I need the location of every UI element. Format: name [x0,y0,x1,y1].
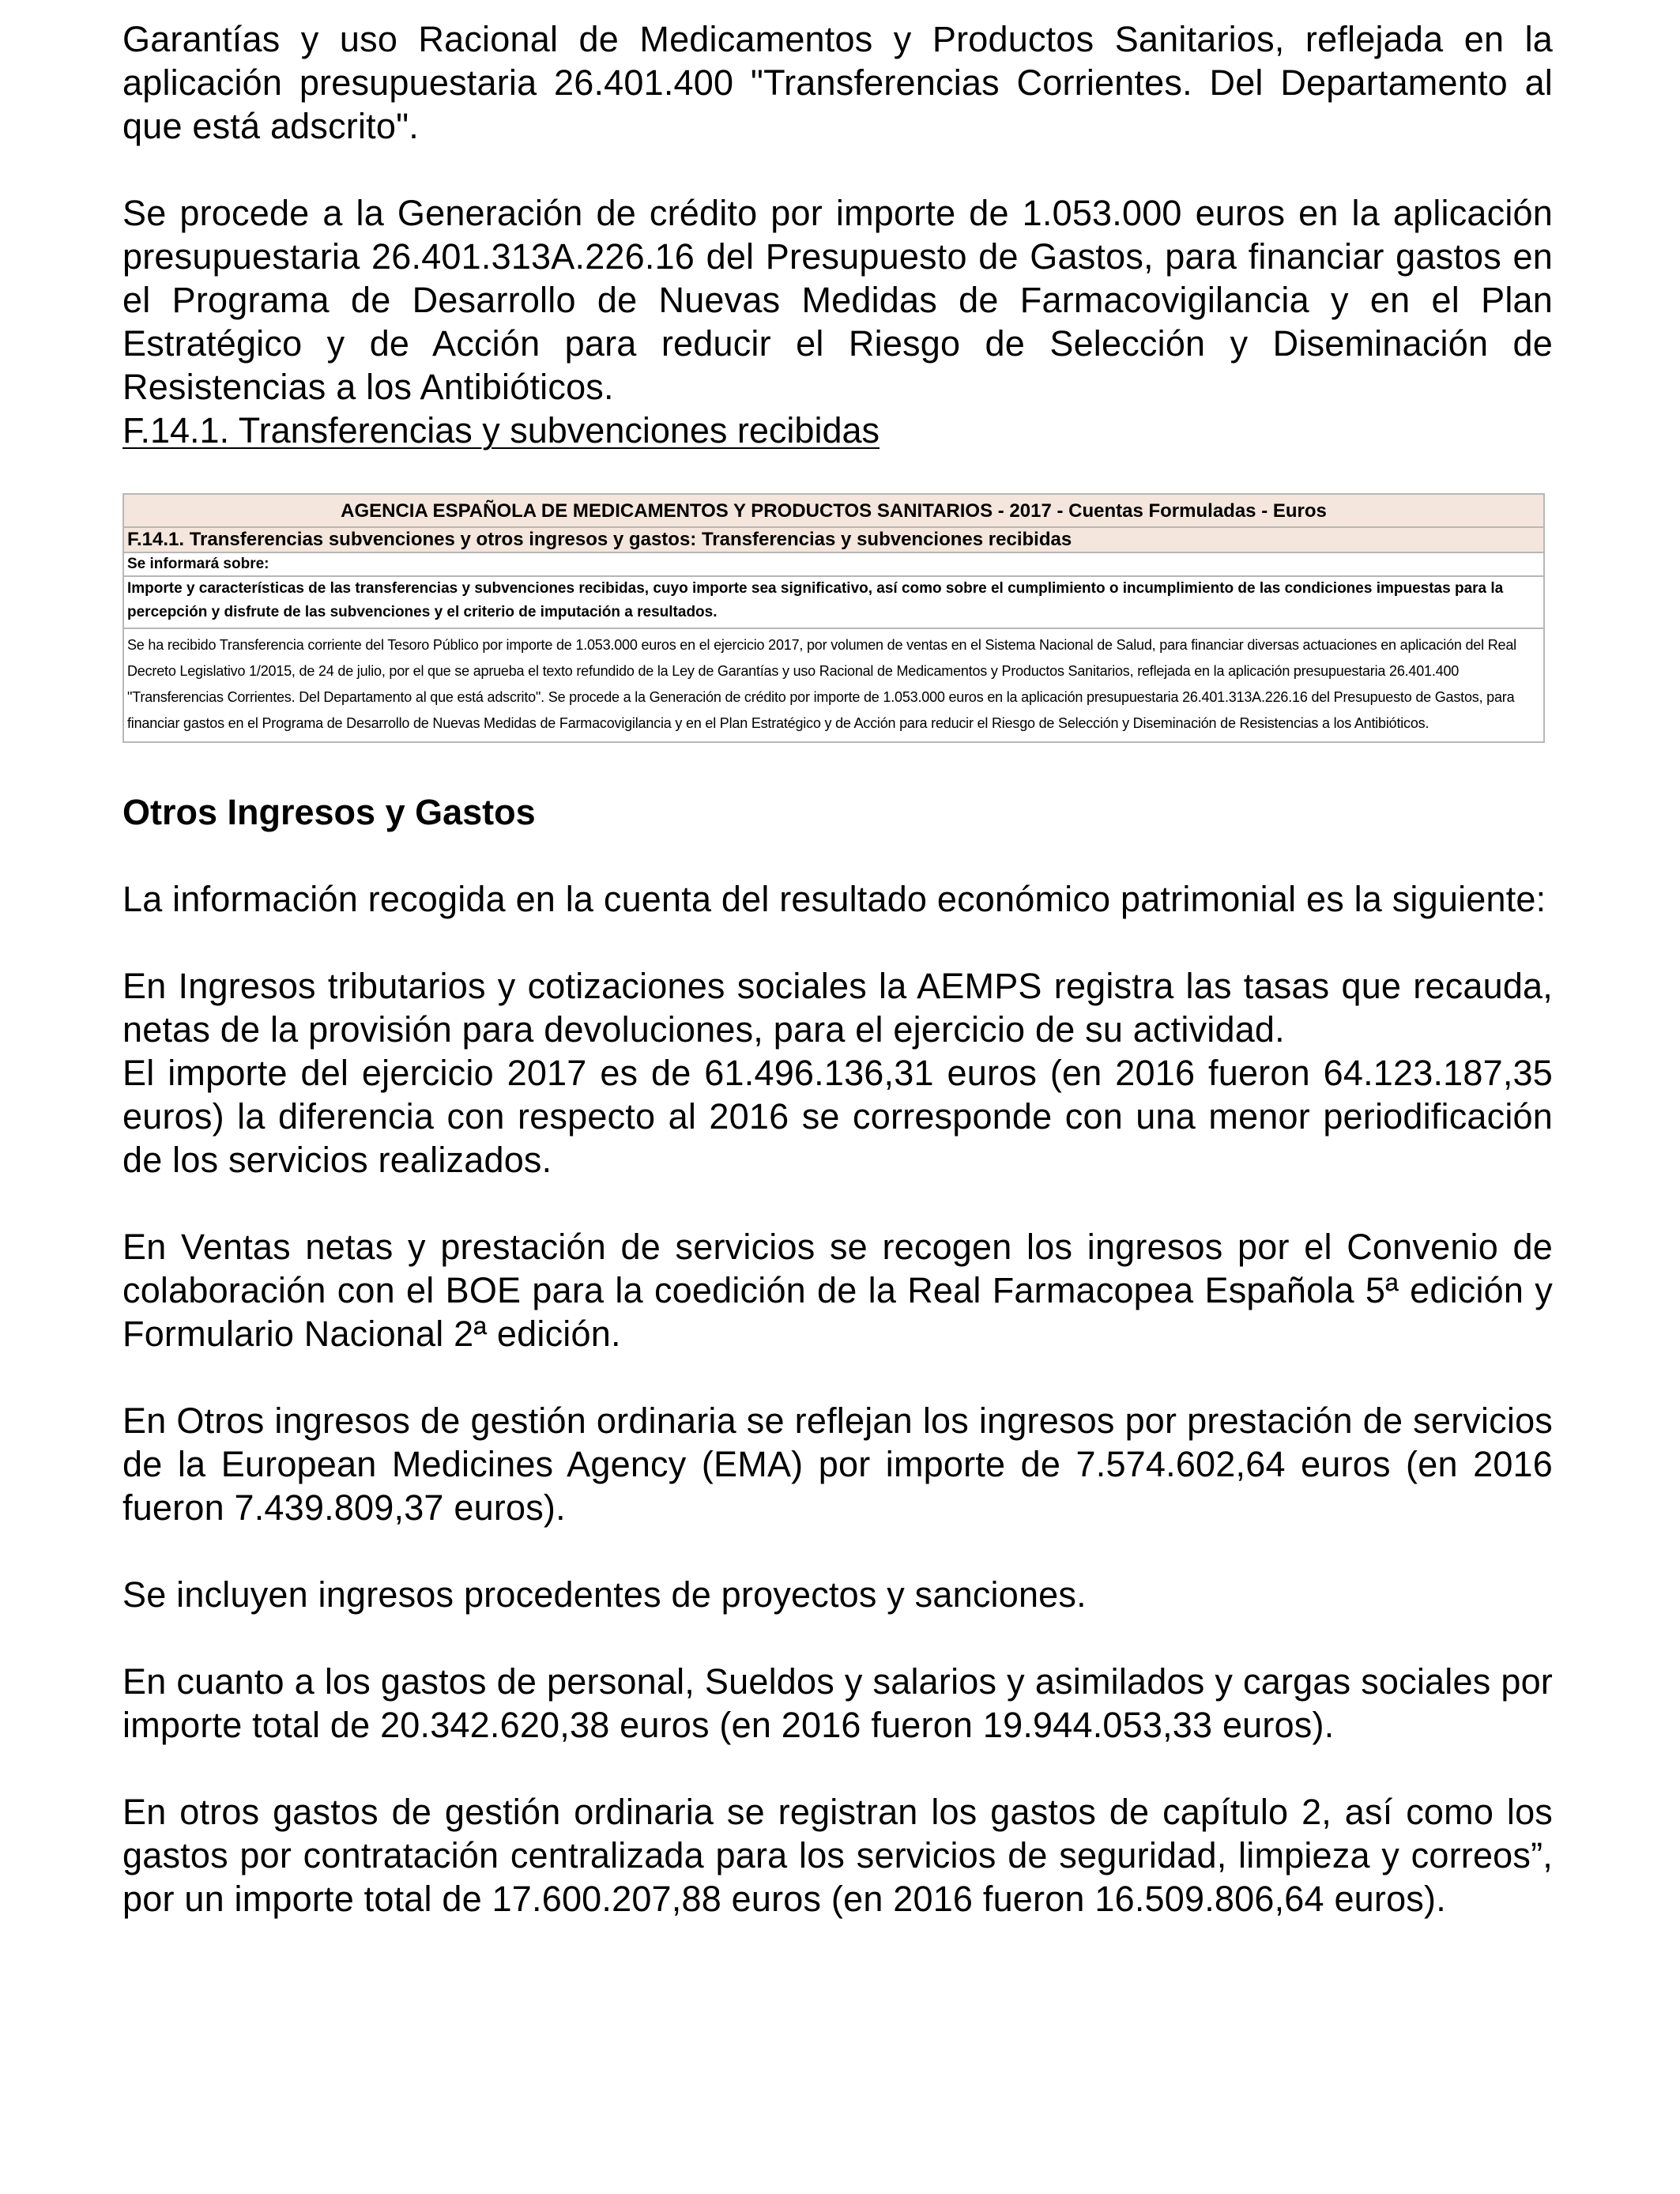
tributarios-paragraph: En Ingresos tributarios y cotizaciones sociales la AEMPS registra las tasas que recauda, netas de la provisión para devoluciones, para el ejercicio de su actividad. [122,966,1553,1050]
report-title: AGENCIA ESPAÑOLA DE MEDICAMENTOS Y PRODUCTOS SANITARIOS - 2017 - Cuentas Formuladas - Euros [124,495,1543,528]
report-info-label: Se informará sobre: [124,553,1543,577]
personal-paragraph: En cuanto a los gastos de personal, Sueldos y salarios y asimilados y cargas sociales por importe total de 20.342.620,38 euros (en 2016 fueron 19.944.053,33 euros). [122,1661,1553,1745]
other-income-heading: Otros Ingresos y Gastos [122,792,536,832]
proyectos-paragraph: Se incluyen ingresos procedentes de proyectos y sanciones. [122,1574,1087,1615]
document-page [122,17,1553,1921]
otros-gastos-paragraph: En otros gastos de gestión ordinaria se registran los gastos de capítulo 2, así como los gastos por contratación centralizada para los servicios de seguridad, limpieza y correos”, por un importe total de 17.600.207,88 euros (en 2016 fueron 16.509.806,64 euros). [122,1792,1553,1919]
intro-paragraph: Garantías y uso Racional de Medicamentos y Productos Sanitarios, reflejada en la aplicación presupuestaria 26.401.400 "Transferencias Corrientes. Del Departamento al que está adscrito". [122,19,1553,146]
section-heading: F.14.1. Transferencias y subvenciones recibidas [122,410,880,450]
tributarios-amount-paragraph: El importe del ejercicio 2017 es de 61.496.136,31 euros (en 2016 fueron 64.123.187,35 euros) la diferencia con respecto al 2016 se corresponde con una menor periodificación de los servicios realizados. [122,1053,1553,1180]
report-requirement: Importe y características de las transferencias y subvenciones recibidas, cuyo importe sea significativo, así como sobre el cumplimiento o incumplimiento de las condiciones impuestas para la percepción y disfrute de las subvenciones y el criterio de imputación a resultados. [124,577,1543,629]
ventas-paragraph: En Ventas netas y prestación de servicios se recogen los ingresos por el Convenio de colaboración con el BOE para la coedición de la Real Farmacopea Española 5ª edición y Formulario Nacional 2ª edición. [122,1227,1553,1354]
credit-generation-paragraph: Se procede a la Generación de crédito por importe de 1.053.000 euros en la aplicación presupuestaria 26.401.313A.226.16 del Presupuesto de Gastos, para financiar gastos en el Programa de Desarrollo de Nuevas Medidas de Farmacovigilancia y en el Plan Estratégico y de Acción para reducir el Riesgo de Selección y Diseminación de Resistencias a los Antibióticos. [122,193,1553,407]
info-paragraph: La información recogida en la cuenta del resultado económico patrimonial es la siguiente: [122,879,1546,919]
report-subtitle: F.14.1. Transferencias subvenciones y otros ingresos y gastos: Transferencias y subvenciones recibidas [124,528,1543,553]
report-table [122,493,1545,743]
report-body: Se ha recibido Transferencia corriente del Tesoro Público por importe de 1.053.000 euros en el ejercicio 2017, por volumen de ventas en el Sistema Nacional de Salud, para financiar diversas actuaciones en aplicación del Real Decreto Legislativo 1/2015, de 24 de julio, por el que se aprueba el texto refundido de la Ley de Garantías y uso Racional de Medicamentos y Productos Sanitarios, reflejada en la aplicación presupuestaria 26.401.400 "Transferencias Corrientes. Del Departamento al que está adscrito". Se procede a la Generación de crédito por importe de 1.053.000 euros en la aplicación presupuestaria 26.401.313A.226.16 del Presupuesto de Gastos, para financiar gastos en el Programa de Desarrollo de Nuevas Medidas de Farmacovigilancia y en el Plan Estratégico y de Acción para reducir el Riesgo de Selección y Diseminación de Resistencias a los Antibióticos. [127,637,1516,731]
otros-ingresos-paragraph: En Otros ingresos de gestión ordinaria se reflejan los ingresos por prestación de servicios de la European Medicines Agency (EMA) por importe de 7.574.602,64 euros (en 2016 fueron 7.439.809,37 euros). [122,1400,1553,1528]
